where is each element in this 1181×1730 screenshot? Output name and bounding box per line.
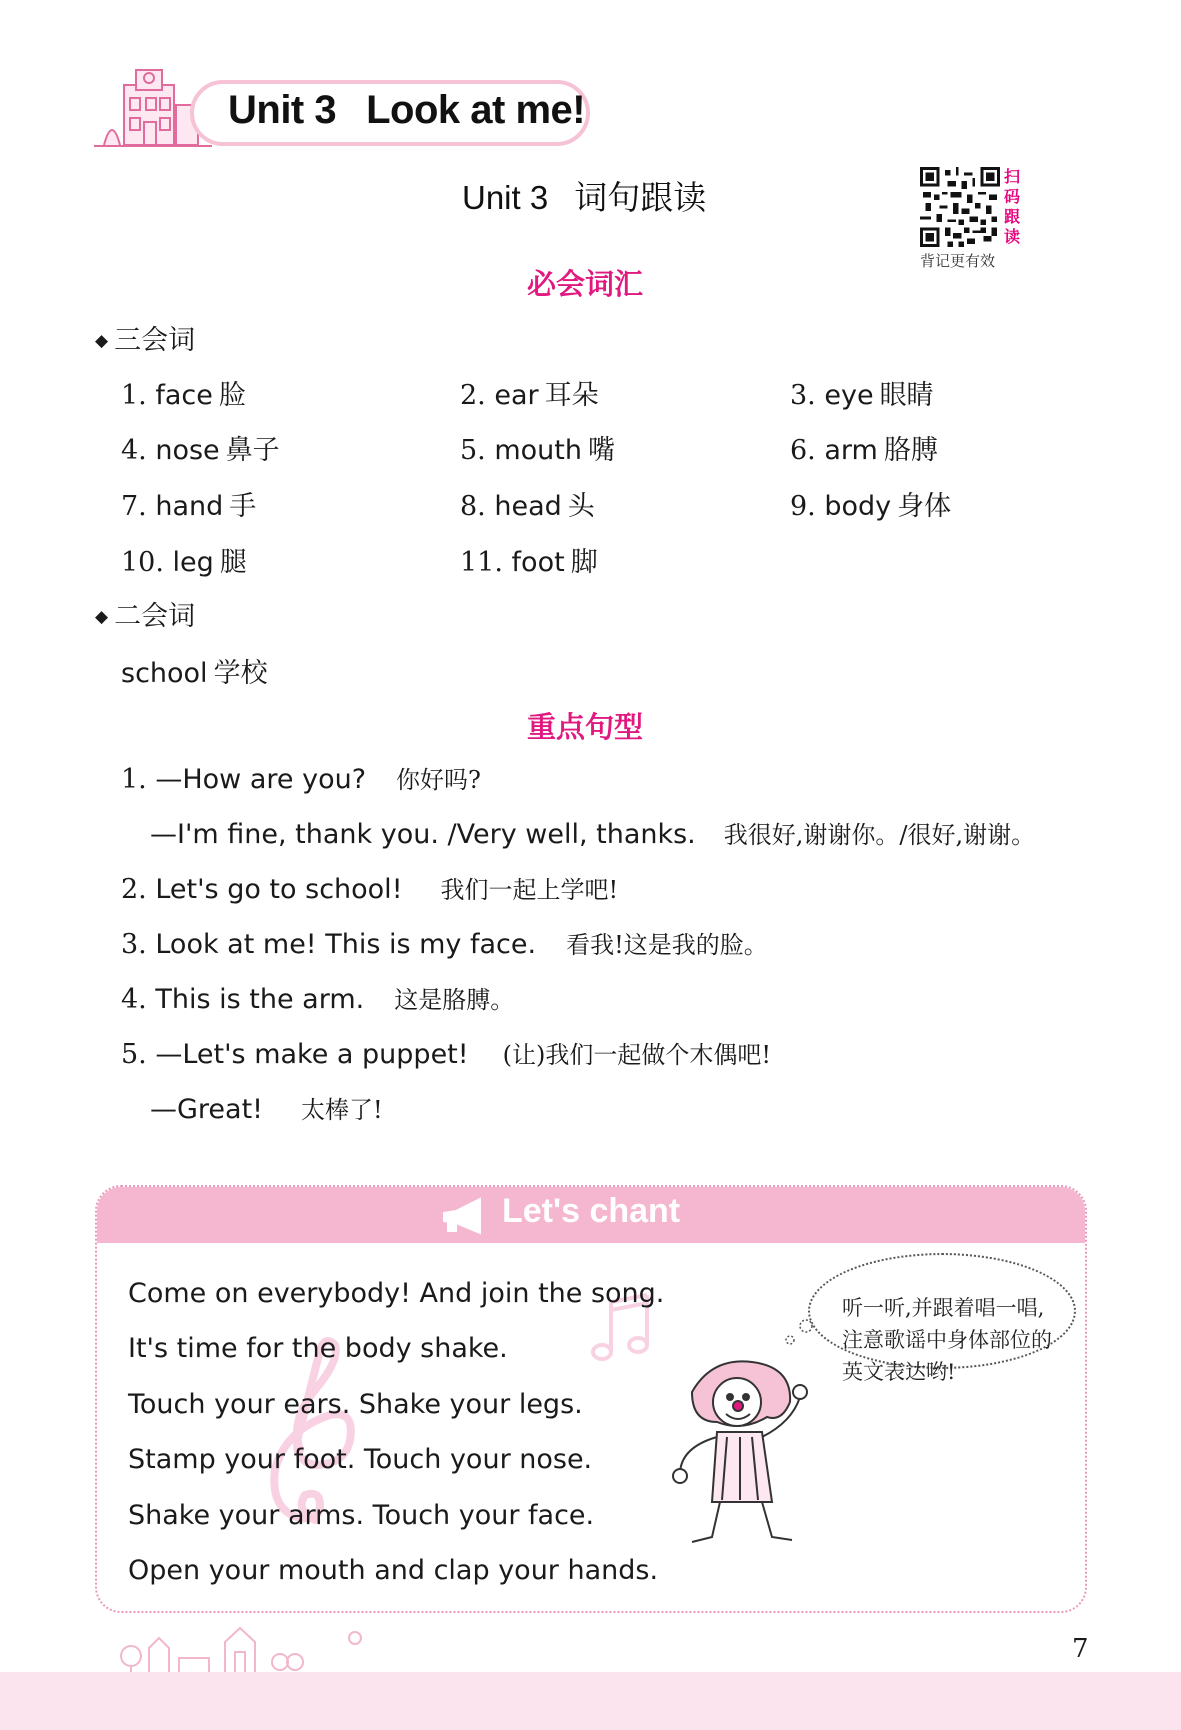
vocab-number: 8.: [460, 491, 486, 522]
chant-line: It's time for the body shake.: [128, 1333, 508, 1364]
speech-bubble-text: 听一听,并跟着唱一唱,注意歌谣中身体部位的英文表达哟!: [842, 1296, 1052, 1384]
sentence-number: 4.: [121, 984, 147, 1015]
sentence-chinese: 你好吗?: [396, 766, 481, 794]
vocab-english: body: [824, 491, 892, 522]
chant-line: Touch your ears. Shake your legs.: [128, 1389, 583, 1420]
sentence-row: [121, 980, 514, 1015]
sentence-chinese: 看我!这是我的脸。: [566, 931, 768, 959]
chant-line: Stamp your foot. Touch your nose.: [128, 1444, 593, 1475]
vocab-number: 1.: [121, 380, 147, 411]
sentence-english: —How are you?: [155, 764, 367, 795]
bubble-tail-icon: [778, 1318, 818, 1348]
vocab-chinese: 手: [229, 491, 257, 522]
sentence-english: Let's go to school!: [155, 874, 403, 905]
vocab-item: [460, 428, 615, 467]
vocab-chinese: 嘴: [588, 435, 615, 466]
sentence-row: [150, 1090, 383, 1125]
sentence-row: [121, 870, 618, 905]
vocab-english: mouth: [494, 435, 582, 466]
vocab-number: 9.: [790, 491, 816, 522]
vocab-number: 10.: [121, 547, 164, 578]
megaphone-icon: [440, 1197, 492, 1237]
qr-side-char: 读: [1004, 227, 1021, 246]
vocab-item: [121, 484, 256, 523]
sentence-english: —I'm fine, thank you. /Very well, thanks.: [150, 819, 696, 850]
sentence-english: —Great!: [150, 1094, 263, 1125]
vocab-item: [790, 428, 938, 467]
section-name: 词句跟读: [574, 179, 707, 216]
vocab-number: 11.: [460, 547, 503, 578]
qr-side-label: [1004, 167, 1024, 247]
footer-band: [0, 1672, 1181, 1730]
qr-side-char: 扫: [1004, 167, 1021, 186]
sentence-row: [121, 925, 768, 960]
vocab-english: ear: [494, 380, 539, 411]
sentence-heading: 重点句型: [527, 710, 644, 744]
qr-code-icon[interactable]: [920, 167, 1000, 247]
sentence-chinese: 我很好,谢谢你。/很好,谢谢。: [723, 821, 1036, 849]
vocab-number: 4.: [121, 435, 147, 466]
sentence-row: [121, 1035, 771, 1070]
vocab-chinese: 身体: [897, 491, 952, 522]
sentence-english: —Let's make a puppet!: [155, 1039, 469, 1070]
sentence-number: 2.: [121, 874, 147, 905]
sentence-chinese: 我们一起上学吧!: [440, 876, 619, 904]
vocab-chinese: 脚: [570, 547, 598, 578]
vocab-item: [121, 373, 246, 412]
vocab-chinese: 头: [567, 491, 595, 522]
unit-title: [228, 88, 585, 133]
qr-side-char: 码: [1004, 187, 1021, 206]
chant-line: Shake your arms. Touch your face.: [128, 1500, 595, 1531]
sentence-row: [121, 760, 481, 795]
vocab-heading: 必会词汇: [527, 267, 644, 301]
vocab-english: school: [121, 658, 208, 689]
town-decoration-icon: [115, 1618, 375, 1674]
section-title: [462, 172, 706, 219]
three-skill-label: ◆ 三会词: [95, 318, 195, 357]
sentence-number: 5.: [121, 1039, 147, 1070]
vocab-item: [790, 484, 951, 523]
vocab-item: [121, 651, 268, 690]
vocab-item: [121, 540, 247, 579]
two-skill-label: ◆ 二会词: [95, 594, 195, 633]
clown-puppet-icon: [672, 1352, 812, 1552]
vocab-english: eye: [824, 380, 874, 411]
vocab-chinese: 腿: [219, 547, 247, 578]
sentence-number: 1.: [121, 764, 147, 795]
sentence-english: Look at me! This is my face.: [155, 929, 537, 960]
vocab-item: [790, 373, 934, 412]
vocab-english: arm: [824, 435, 878, 466]
sentence-chinese: 这是胳膊。: [394, 986, 515, 1014]
vocab-item: [460, 540, 598, 579]
vocab-english: face: [155, 380, 213, 411]
vocab-chinese: 脸: [218, 380, 246, 411]
unit-name: Look at me!: [366, 88, 586, 132]
vocab-chinese: 鼻子: [225, 435, 280, 466]
vocab-english: hand: [155, 491, 224, 522]
vocab-english: foot: [511, 547, 565, 578]
vocab-number: 5.: [460, 435, 486, 466]
vocab-item: [460, 484, 595, 523]
vocab-number: 6.: [790, 435, 816, 466]
page-number: 7: [1072, 1634, 1089, 1664]
chant-line: Come on everybody! And join the song.: [128, 1278, 665, 1309]
vocab-english: leg: [172, 547, 214, 578]
sentence-english: This is the arm.: [155, 984, 365, 1015]
vocab-item: [121, 428, 280, 467]
vocab-number: 2.: [460, 380, 486, 411]
vocab-chinese: 胳膊: [883, 435, 938, 466]
vocab-number: 7.: [121, 491, 147, 522]
sentence-number: 3.: [121, 929, 147, 960]
sentence-row: [150, 815, 1035, 850]
qr-caption: 背记更有效: [920, 252, 996, 270]
vocab-english: head: [494, 491, 562, 522]
vocab-english: nose: [155, 435, 220, 466]
chant-title: Let's chant: [502, 1192, 681, 1230]
unit-label: Unit 3: [228, 88, 337, 132]
chant-line: Open your mouth and clap your hands.: [128, 1555, 659, 1586]
qr-side-char: 跟: [1004, 207, 1021, 226]
section-unit: Unit 3: [462, 179, 549, 216]
vocab-chinese: 眼睛: [879, 380, 934, 411]
vocab-chinese: 学校: [213, 658, 268, 689]
vocab-number: 3.: [790, 380, 816, 411]
vocab-item: [460, 373, 599, 412]
vocab-chinese: 耳朵: [544, 380, 599, 411]
sentence-chinese: 太棒了!: [301, 1096, 383, 1124]
sentence-chinese: (让)我们一起做个木偶吧!: [502, 1041, 771, 1069]
